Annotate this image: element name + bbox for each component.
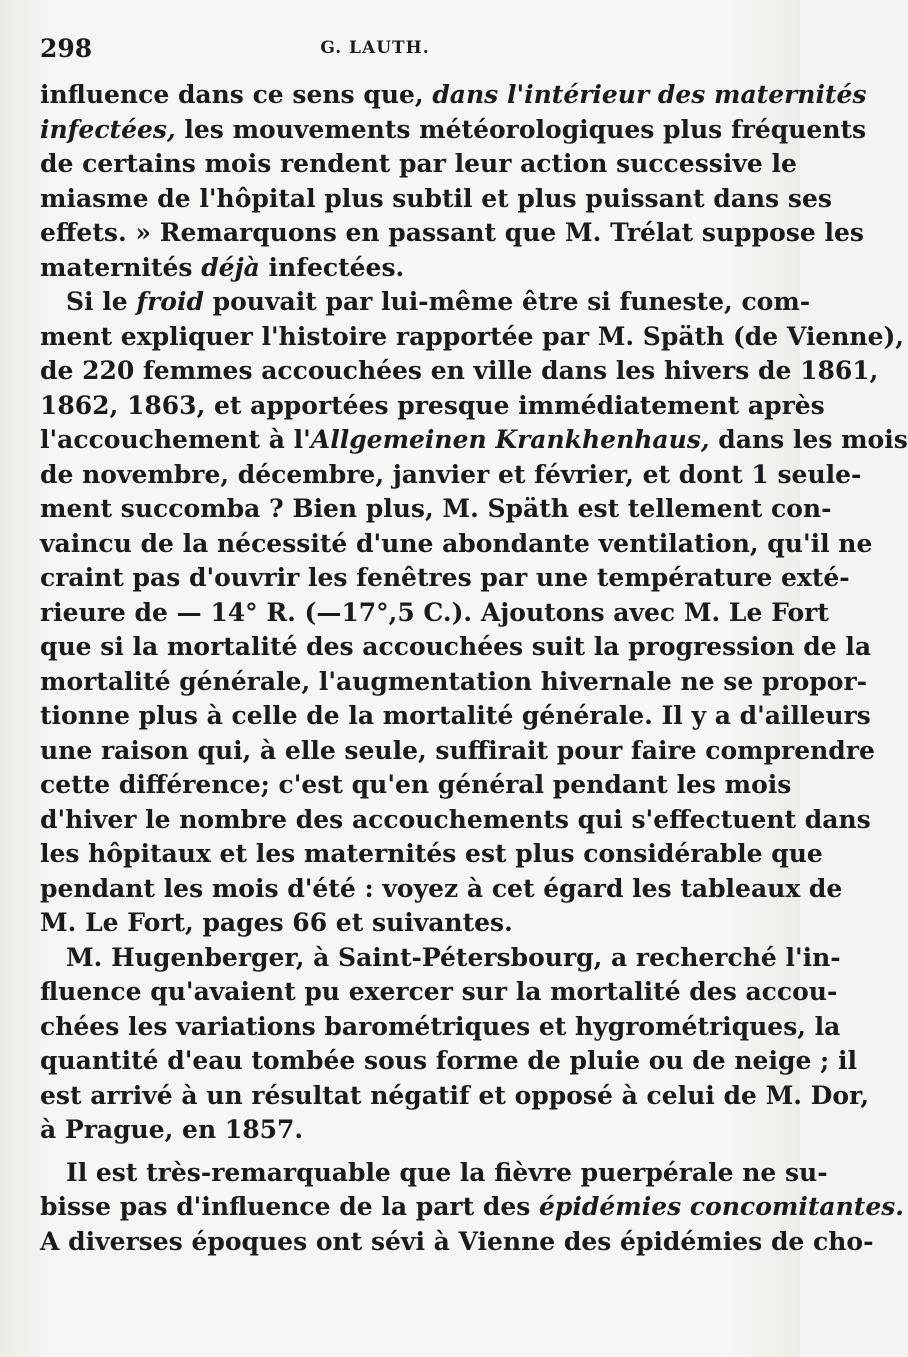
text-segment: dans les mois xyxy=(709,425,908,454)
italic-text: dans l'intérieur des maternités xyxy=(432,80,867,109)
text-line xyxy=(40,492,832,527)
text-segment: de certains mois rendent par leur action successive le xyxy=(40,149,797,178)
text-line xyxy=(40,872,843,907)
text-segment: chées les variations barométriques et hygrométriques, la xyxy=(40,1011,841,1041)
italic-text: épidémies concomitantes. xyxy=(539,1192,905,1221)
page-number: 298 xyxy=(40,34,93,63)
text-line xyxy=(40,768,792,803)
italic-text: infectées, xyxy=(40,114,176,144)
text-line xyxy=(40,182,832,217)
text-line xyxy=(40,1079,870,1114)
text-line xyxy=(40,1044,857,1079)
text-line xyxy=(40,803,871,838)
text-line xyxy=(40,320,905,355)
text-line xyxy=(40,1010,841,1045)
body-text xyxy=(40,78,908,1259)
text-segment: à Prague, en 1857. xyxy=(40,1115,304,1144)
text-segment: ment expliquer l'histoire rapportée par M. Späth (de Vienne), xyxy=(40,321,905,351)
text-line xyxy=(40,1190,905,1225)
text-line xyxy=(40,630,872,665)
text-line xyxy=(40,147,797,182)
text-segment: maternités xyxy=(40,252,202,282)
text-segment: miasme de l'hôpital plus subtil et plus puissant dans ses xyxy=(40,183,832,213)
text-segment: pouvait par lui-même être si funeste, com- xyxy=(203,287,811,316)
text-segment: bisse pas d'influence de la part des xyxy=(40,1192,540,1221)
text-segment: tionne plus à celle de la mortalité générale. Il y a d'ailleurs xyxy=(40,701,871,730)
text-segment: effets. » Remarquons en passant que M. Trélat suppose les xyxy=(40,218,864,247)
text-segment: M. Hugenberger, à Saint-Pétersbourg, a recherché l'in- xyxy=(66,942,841,972)
text-line xyxy=(40,837,823,872)
text-line xyxy=(40,113,867,148)
text-line xyxy=(40,1225,874,1260)
text-segment: quantité d'eau tombée sous forme de pluie ou de neige ; il xyxy=(40,1046,857,1075)
italic-text: Allgemeinen Krankhenhaus, xyxy=(310,425,710,454)
text-line xyxy=(40,527,873,562)
text-line xyxy=(40,1113,758,1148)
text-segment: rieure de — 14° R. (—17°,5 C.). Ajoutons avec M. Le Fort xyxy=(40,597,829,627)
text-line xyxy=(40,1156,828,1191)
text-segment: une raison qui, à elle seule, suffirait pour faire comprendre xyxy=(40,735,875,765)
running-head: G. LAUTH. xyxy=(320,38,430,58)
text-line xyxy=(40,458,862,493)
text-line xyxy=(40,389,825,424)
text-line xyxy=(40,734,875,769)
text-line xyxy=(40,975,838,1010)
text-segment: l'accouchement à l' xyxy=(40,425,311,454)
text-line xyxy=(40,423,908,458)
text-segment: craint pas d'ouvrir les fenêtres par une température exté- xyxy=(40,563,850,592)
text-segment: ment succomba ? Bien plus, M. Späth est tellement con- xyxy=(40,494,832,523)
italic-text: froid xyxy=(136,287,204,316)
text-segment: est arrivé à un résultat négatif et opposé à celui de M. Dor, xyxy=(40,1080,870,1110)
text-line xyxy=(40,216,864,251)
text-segment: Il est très-remarquable que la fièvre puerpérale ne su- xyxy=(66,1157,828,1187)
text-line xyxy=(40,251,758,286)
text-line xyxy=(40,596,829,631)
text-segment: infectées. xyxy=(259,252,405,282)
text-segment: fluence qu'avaient pu exercer sur la mortalité des accou- xyxy=(40,977,838,1006)
text-line xyxy=(40,665,867,700)
text-segment: d'hiver le nombre des accouchements qui s'effectuent dans xyxy=(40,804,871,834)
text-line xyxy=(40,78,867,113)
page-header xyxy=(40,34,770,70)
text-line xyxy=(40,354,879,389)
text-segment: influence dans ce sens que, xyxy=(40,80,433,109)
text-segment: les hôpitaux et les maternités est plus considérable que xyxy=(40,839,823,868)
text-line xyxy=(40,941,841,976)
text-segment: de 220 femmes accouchées en ville dans les hivers de 1861, xyxy=(40,356,879,385)
text-segment: pendant les mois d'été : voyez à cet égard les tableaux de xyxy=(40,873,843,903)
text-segment: 1862, 1863, et apportées presque immédiatement après xyxy=(40,390,825,420)
text-segment: les mouvements météorologiques plus fréquents xyxy=(175,114,867,144)
text-line xyxy=(40,561,850,596)
text-line xyxy=(40,699,871,734)
text-segment: A diverses époques ont sévi à Vienne des épidémies de cho- xyxy=(40,1226,874,1256)
text-line xyxy=(40,906,758,941)
italic-text: déjà xyxy=(201,252,260,282)
text-segment: que si la mortalité des accouchées suit la progression de la xyxy=(40,632,872,661)
text-segment: M. Le Fort, pages 66 et suivantes. xyxy=(40,908,513,937)
text-segment: de novembre, décembre, janvier et février, et dont 1 seule- xyxy=(40,459,862,489)
text-segment: cette différence; c'est qu'en général pendant les mois xyxy=(40,770,792,799)
text-segment: vaincu de la nécessité d'une abondante ventilation, qu'il ne xyxy=(40,528,873,558)
text-line xyxy=(40,285,811,320)
text-segment: mortalité générale, l'augmentation hivernale ne se propor- xyxy=(40,666,867,696)
text-segment: Si le xyxy=(66,287,137,316)
